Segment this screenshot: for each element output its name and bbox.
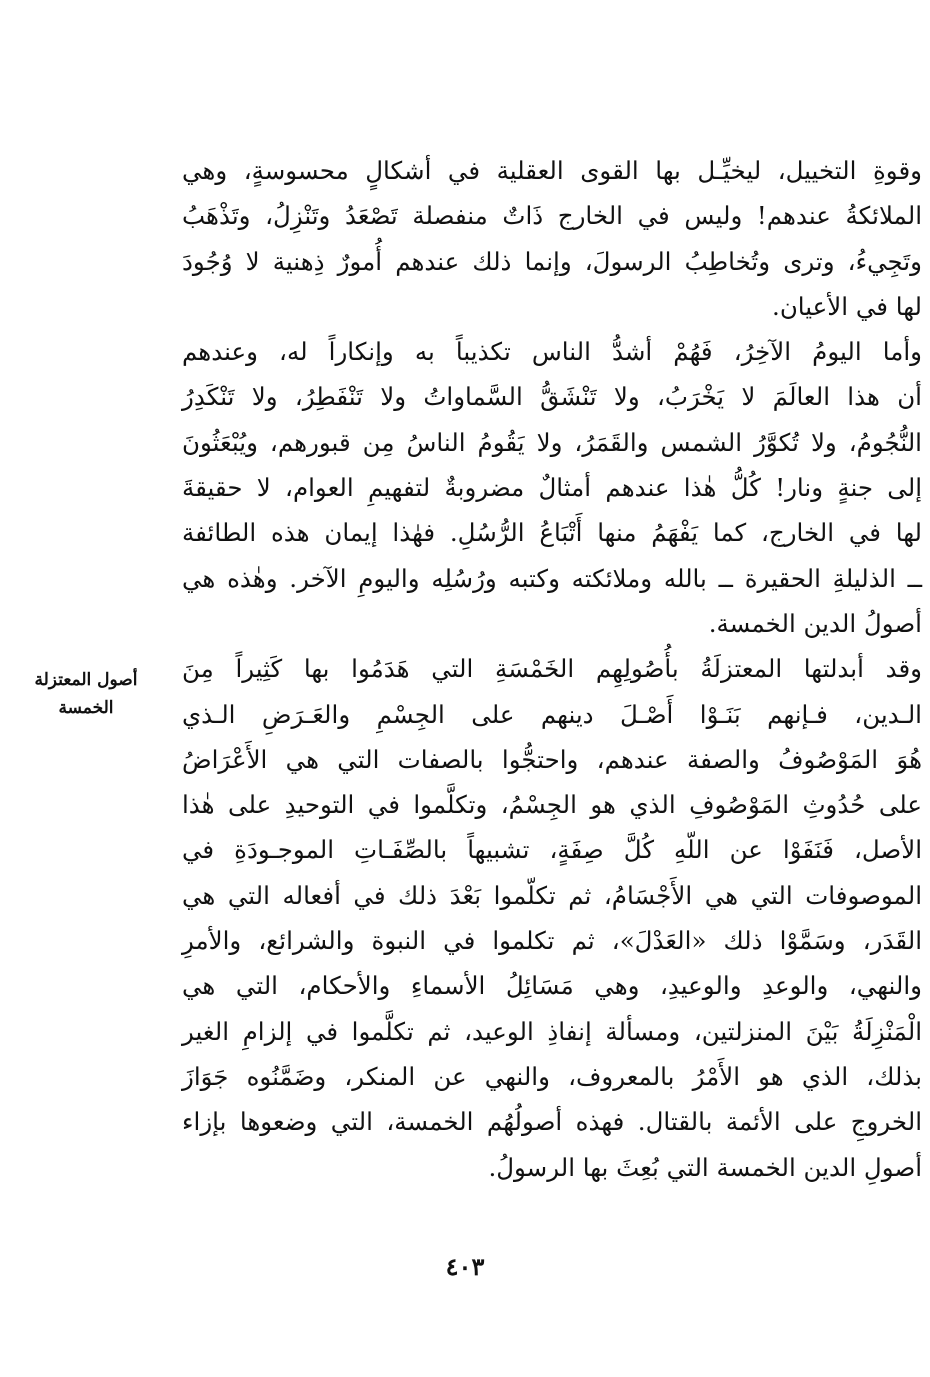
text-line: النُّجُومُ، ولا تُكوَّرُ الشمس والقَمَرُ، ولا يَقُومُ الناسُ مِن قبورهم، ويُبْعَثُونَ [182,427,922,457]
text-line: وقد أبدلتها المعتزلَةُ بأُصُولِهِم الخَمْسَةِ التي هَدَمُوا بها كَثِيراً مِنَ [182,654,922,684]
text-line: أصولُ الدين الخمسة. [708,608,922,638]
text-line: الملائكةُ عندهم! وليس في الخارج ذَاتٌ منفصلة تَصْعَدُ وتَنْزِلُ، وتَذْهَبُ [182,201,922,231]
text-line: أن هذا العالَمَ لا يَخْرَبُ، ولا تَنْشَقُّ السَّماواتُ ولا تَنْفَطِرُ، ولا تَنْكَدِرُ [182,382,922,412]
text-line: القَدَر، وسَمَّوْا ذلك «العَدْلَ»، ثم تكلموا في النبوة والشرائع، والأمرِ [182,926,922,956]
text-line: الـدين، فـإنهم بَنَـوْا أَصْـلَ دينهم على الجِسْمِ والعَـرَضِ الـذي [182,699,922,729]
paragraph-last-day [182,329,922,646]
page-number: ٤٠٣ [445,1252,485,1281]
text-line: أصولِ الدين الخمسة التي بُعِثَ بها الرسولُ. [488,1152,922,1182]
text-line: ــ الذليلةِ الحقيرة ــ بالله وملائكته وكتبه ورُسُلِه واليومِ الآخر. وهٰذه هي [182,563,922,593]
text-line: على حُدُوثِ المَوْصُوفِ الذي هو الجِسْمُ، وتكلَّموا في التوحيدِ على هٰذا [182,790,922,820]
text-line: لها في الأعيان. [772,291,922,321]
text-line: الخروجِ على الأئمة بالقتال. فهذه أصولُهُم الخمسة، التي وضعوها بإزاء [182,1107,922,1137]
text-line: والنهي، والوعدِ والوعيدِ، وهي مَسَائِلُ الأسماءِ والأحكام، التي هي [182,971,922,1001]
paragraph-mutazila [182,646,922,1190]
text-line: هُوَ المَوْصُوفُ والصفة عندهم، واحتجُّوا بالصفات التي هي الأَعْرَاضُ [182,744,922,774]
body-text [182,148,922,1190]
text-line: وقوةِ التخييل، ليخيِّـل بها القوى العقلية في أشكالٍ محسوسةٍ، وهي [182,156,922,185]
paragraph-angels [182,148,922,329]
text-line: بذلك، الذي هو الأَمْرُ بالمعروف، والنهي عن المنكر، وضَمَّنُوه جَوَازَ [182,1061,922,1091]
margin-note-line: أصول المعتزلة [34,670,138,690]
text-line: الموصوفات التي هي الأَجْسَامُ، ثم تكلّموا بَعْدَ ذلك في أفعاله التي هي [182,880,922,910]
text-line: وتَجِيءُ، وترى وتُخاطِبُ الرسولَ، وإنما ذلك عندهم أُمورٌ ذِهنية لا وُجُودَ [182,246,922,276]
text-line: وأما اليومُ الآخِرُ، فَهُمْ أشدُّ الناس تكذيباً به وإنكاراً له، وعندهم [182,337,922,367]
margin-note-line: الخمسة [58,698,114,718]
margin-note [22,666,150,722]
text-line: الأصل، فَنَفَوْا عن اللّهِ كُلَّ صِفَةٍ، تشبيهاً بالصِّفَـاتِ الموجـودَةِ في [182,835,922,865]
text-line: إلى جنةٍ ونار! كُلُّ هٰذا عندهم أمثالٌ مضروبةٌ لتفهيمِ العوام، لا حقيقةَ [182,473,922,503]
text-line: الْمَنْزِلَةُ بَيْنَ المنزلتين، ومسألة إنفاذِ الوعيد، ثم تكلَّموا في إلزامِ الغير [182,1016,922,1046]
text-line: لها في الخارج، كما يَفْهَمُ منها أَتْبَاعُ الرُّسُلِ. فهٰذا إيمان هذه الطائفة [182,518,922,548]
